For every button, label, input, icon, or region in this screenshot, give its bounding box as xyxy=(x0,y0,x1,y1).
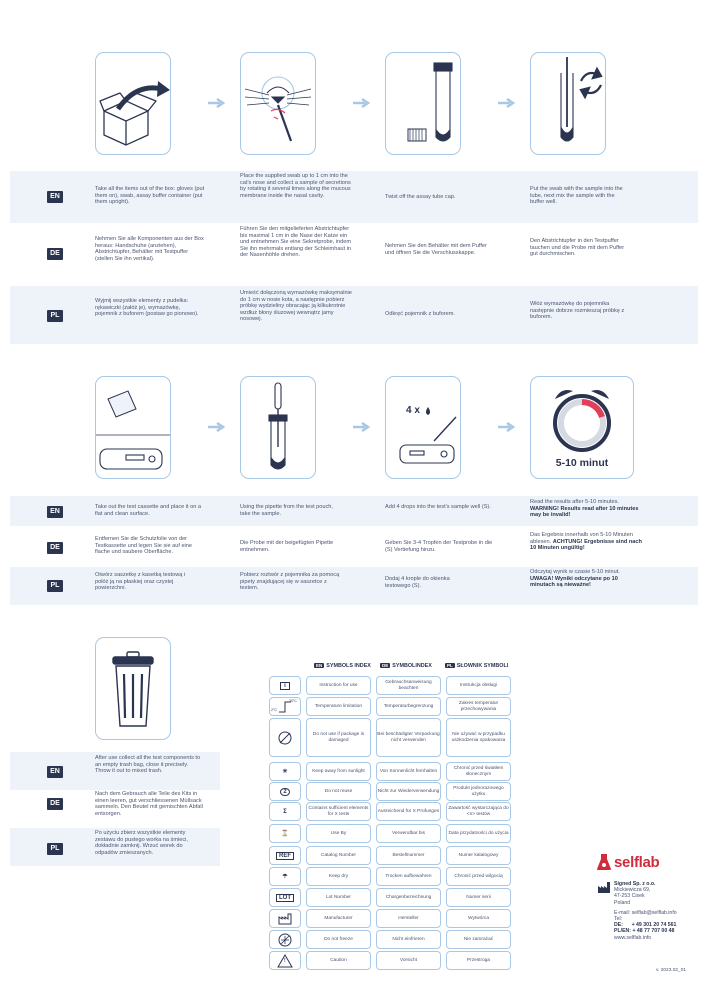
arrow-right-icon xyxy=(208,422,226,432)
step2-image xyxy=(240,52,316,155)
step8-text-de: Das Ergebnis innerhalb von 5-10 Minuten ablesen. ACHTUNG! Ergebnisse sind nach 10 Minuten ungültig! xyxy=(530,532,642,552)
disposal-text-de: Nach dem Gebrauch alle Teile des Kits in einen leeren, gut verschliessenen Müllsack sammeln. Den Beutel mit gemischten Abfall entsorgen. xyxy=(95,791,203,817)
ref-icon: REF xyxy=(269,846,301,865)
arrow-right-icon xyxy=(498,422,516,432)
caution-icon: ! xyxy=(269,951,301,970)
test-cassette-icon xyxy=(400,445,454,463)
disposal-text-en: After use collect all the test components to an empty trash bag, close it precisely. Throw it out to mixed trash. xyxy=(95,755,201,775)
brand-name: selflab xyxy=(614,853,660,871)
step1-text-de: Nehmen Sie alle Komponenten aus der Box heraus: Handschuhe (anziehen), Abstrichtupfer, Behälter mit Testpuffer (stellen Sie ihn vertikal). xyxy=(95,236,204,262)
flask-icon xyxy=(596,853,612,871)
step4-text-pl: Włóż wymazówkę do pojemnika następnie dobrze rozmieszaj próbkę z buforem. xyxy=(530,301,625,321)
step6-text-de: Die Probe mit der beigefügten Pipette entnehmen. xyxy=(240,540,334,553)
step5-image xyxy=(95,376,171,479)
lang-badge-en: EN xyxy=(47,766,63,778)
manufacturer-block: Signed Sp. z o.o. Mickiewicza 69, 47-253 Cisek Poland E-mail: selflab@selflab.info Tel: DE: + 49 301 20 74 561 PL/EN: + 48 77 707 00 48 www.selflab.info xyxy=(614,881,710,941)
trash-bin-image xyxy=(95,637,171,740)
website-link[interactable]: www.selflab.info xyxy=(614,934,652,941)
symbol-row-instruction: i Instruction for use Gebrauchsanweisung beachten Instrukcja obsługi xyxy=(269,676,511,694)
umbrella-icon: ☂ xyxy=(269,867,301,886)
temperature-icon: 30°C 2°C xyxy=(269,697,301,716)
tube-with-swab-icon xyxy=(561,57,573,141)
alarm-clock-icon xyxy=(555,390,609,450)
step5-text-en: Take out the test cassette and place it on a flat and clean surface. xyxy=(95,504,202,517)
symbol-row-caution: ! Caution Vorsicht Przestroga xyxy=(269,951,511,969)
company-name: Signed Sp. z o.o. xyxy=(614,881,656,887)
lang-badge-en: EN xyxy=(47,506,63,518)
disposal-text-pl: Po użyciu zbierz wszystkie elementy zestawu do pustego worka na śmieci, dokładnie zamknij. Wrzuć worek do odpadów zmieszanych. xyxy=(95,830,188,856)
symbol-row-keep-dry: ☂ Keep dry Trocken aufbewahren Chronić przed wilgocią xyxy=(269,867,511,885)
symbol-row-sunlight: ☀ Keep away from sunlight Von Sonnenlicht fernhalten Chronić przed światłem słonecznym xyxy=(269,762,511,780)
step1-image xyxy=(95,52,171,155)
symbol-row-damaged: Do not use if package is damaged Bei beschädigter Verpackung nicht verwenden Nie używać w przypadku uszkodzenia opakowania xyxy=(269,718,511,756)
swab-icon xyxy=(271,105,291,141)
step1-text-en: Take all the items out of the box: gloves (put them on), swab, assay buffer container (put them upright). xyxy=(95,186,205,206)
step4-text-de: Den Abstrichtupfer in den Testpuffer tauchen und die Probe mit dem Puffer gut durchmischen. xyxy=(530,238,625,258)
arrow-right-icon xyxy=(498,98,516,108)
step8-text-pl: Odczytaj wynik w czasie 5-10 minut. UWAGA! Wyniki odczytane po 10 minutach są nieważne! xyxy=(530,569,620,589)
step6-text-pl: Pobierz roztwór z pojemnika za pomocą pipety znajdującej się w saszetce z testem. xyxy=(240,572,340,592)
damaged-package-icon xyxy=(269,718,301,757)
lang-badge-de: DE xyxy=(47,798,63,810)
manufacturer-icon xyxy=(598,882,611,893)
symbol-row-temperature: 30°C 2°C Temperature limitation Temperaturbegrenzung Zakres temperatur przechowywania xyxy=(269,697,511,715)
step2-text-de: Führen Sie den mitgelieferten Abstrichtupfer bis maximal 1 cm in die Nase der Katze ein und entnehmen Sie eine Sekretprobe, indem Sie ihn mehrmals entlang der Schleimhaut in der Nasenhöhle drehen. xyxy=(240,226,352,259)
tube-icon xyxy=(434,63,452,141)
lang-badge-de: DE xyxy=(47,542,63,554)
step2-text-pl: Umieść dołączoną wymazówkę maksymalnie do 1 cm w nosie kota, a następnie pobierz próbkę wydzieliny obracając ją kilkukrotnie wzdłuż błony śluzowej wewnątrz jamy nosowej. xyxy=(240,290,352,323)
email-link[interactable]: E-mail: selflab@selflab.info xyxy=(614,909,677,916)
step7-text-pl: Dodaj 4 krople do okienka testowego (S). xyxy=(385,576,450,589)
drops-count: 4 x xyxy=(406,405,420,416)
info-icon: i xyxy=(269,676,301,695)
step5-text-de: Entfernen Sie die Schutzfolie von der Testkassette und legen Sie sie auf eine flache und saubere Oberfläche. xyxy=(95,536,193,556)
test-cassette-icon xyxy=(100,449,162,469)
step4-image xyxy=(530,52,606,155)
step3-text-pl: Odkręć pojemnik z buforem. xyxy=(385,311,455,317)
lang-badge-pl: PL xyxy=(47,580,63,592)
symbol-row-manufacturer: Manufacturer Hersteller Wytwórca xyxy=(269,909,511,927)
step3-text-de: Nehmen Sie den Behälter mit dem Puffer und öffnen Sie die Verschlusskappe. xyxy=(385,243,487,256)
hourglass-icon: ⌛ xyxy=(269,824,301,843)
step1-text-pl: Wyjmij wszystkie elementy z pudełka: rękawiczki (załóż je), wymazówkę, pojemnik z buforem (postaw go pionowo). xyxy=(95,298,199,318)
phone-pl[interactable]: PL/EN: + 48 77 707 00 48 xyxy=(614,928,675,935)
rotate-icon xyxy=(581,69,601,97)
symbols-header-de: DE SYMBOLINDEX xyxy=(382,663,432,669)
symbols-header-en: EN SYMBOLS INDEX xyxy=(316,663,371,669)
lot-icon: LOT xyxy=(269,888,301,907)
symbol-row-ref: REF Catalog Number Bestellnummer Numer katalogowy xyxy=(269,846,511,864)
step6-image xyxy=(240,376,316,479)
lang-badge-pl: PL xyxy=(47,843,63,855)
sunlight-icon: ☀ xyxy=(269,762,301,781)
take-out-arrow-icon xyxy=(118,88,162,109)
do-not-reuse-icon: 2 xyxy=(269,782,301,801)
lang-badge-en: EN xyxy=(47,191,63,203)
lang-badge-pl: PL xyxy=(47,310,63,322)
selflab-logo xyxy=(596,853,659,871)
step2-text-en: Place the supplied swab up to 1 cm into the cat's nose and collect a sample of secretions by rotating it several times along the mucous membrane inside the nasal cavity. xyxy=(240,173,351,199)
step8-image xyxy=(530,376,634,479)
symbols-header-pl: PL SŁOWNIK SYMBOLI xyxy=(447,663,509,669)
manufacturer-icon xyxy=(269,909,301,928)
trash-bin-icon xyxy=(113,652,153,726)
lang-badge-de: DE xyxy=(47,248,63,260)
arrow-right-icon xyxy=(208,98,226,108)
sufficient-tests-icon: Σ xyxy=(269,802,301,821)
step8-text-en: Read the results after 5-10 minutes. WARNING! Results read after 10 minutes may be invalid! xyxy=(530,499,639,519)
step6-text-en: Using the pipette from the test pouch, take the sample. xyxy=(240,504,333,517)
cat-nose-icon xyxy=(245,77,311,109)
step7-text-de: Geben Sie 3-4 Tropfen der Testprobe in die (S) Vertiefung hinzu. xyxy=(385,540,493,553)
arrow-right-icon xyxy=(353,98,371,108)
drop-icon xyxy=(426,407,430,415)
step4-text-en: Put the swab with the sample into the tube, next mix the sample with the buffer well. xyxy=(530,186,623,206)
step7-text-en: Add 4 drops into the test's sample well (S). xyxy=(385,504,491,510)
timer-label: 5-10 minut xyxy=(555,457,609,469)
document-version: v. 2023.02_01 xyxy=(656,968,687,973)
do-not-freeze-icon xyxy=(269,930,301,949)
symbol-row-use-by: ⌛ Use By Verwendbar bis Data przydatności do użycia xyxy=(269,824,511,842)
tube-cap-icon xyxy=(408,129,426,141)
symbol-row-lot: LOT Lot Number Chargenbezeichnung Numer serii xyxy=(269,888,511,906)
step7-image xyxy=(385,376,461,479)
step5-text-pl: Otwórz saszetkę z kasetką testową i połóż ją na płaskiej oraz czystej powierzchni. xyxy=(95,572,186,592)
symbol-row-freeze: Do not freeze Nicht einfrieren Nie zamrażać xyxy=(269,930,511,948)
pouch-icon xyxy=(108,391,136,417)
phone-de[interactable]: DE: + 49 301 20 74 561 xyxy=(614,922,677,929)
step3-image xyxy=(385,52,461,155)
step3-text-en: Twist off the assay tube cap. xyxy=(385,194,456,200)
arrow-right-icon xyxy=(353,422,371,432)
symbol-row-sufficient: Σ Contains sufficient elements for X tests Ausreichend für X Prüfungen Zawartość wystarczająca do <n> testów xyxy=(269,802,511,820)
symbol-row-reuse: 2 Do not reuse Nicht zur Wiederverwendung Produkt jednorazowego użytku xyxy=(269,782,511,800)
